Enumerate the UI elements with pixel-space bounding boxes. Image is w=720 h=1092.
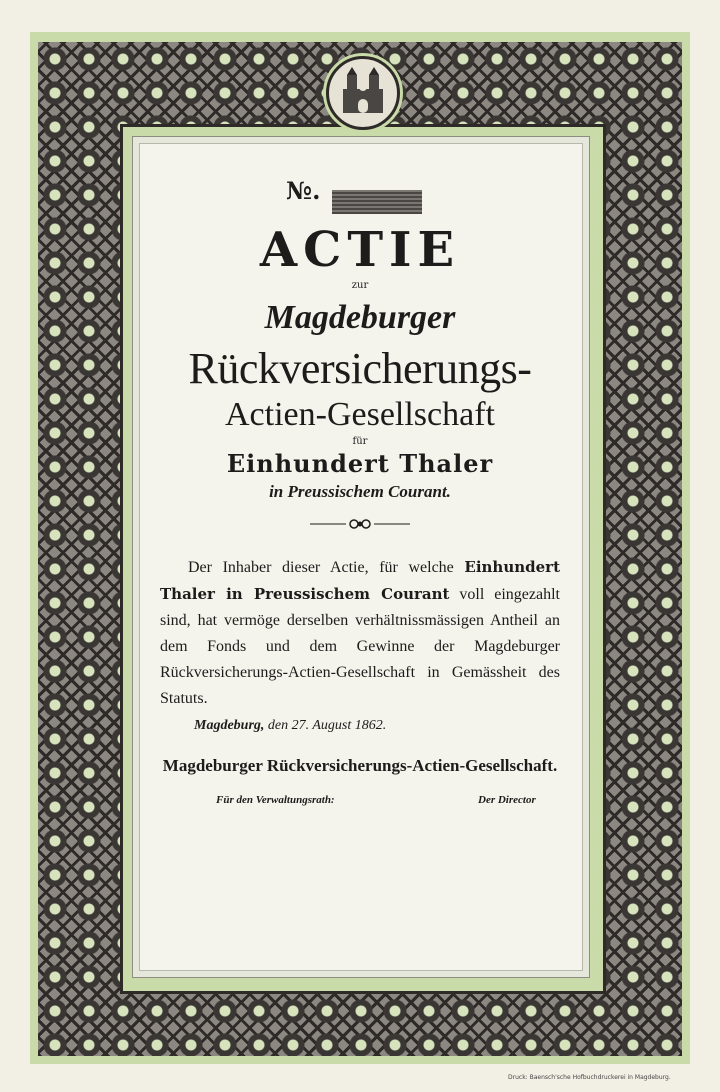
signature-board-label: Für den Verwaltungsrath: bbox=[216, 794, 335, 806]
company-name-line1: Magdeburger bbox=[264, 299, 456, 336]
issue-city: Magdeburg, bbox=[194, 718, 265, 733]
currency-line: in Preussischem Courant. bbox=[269, 482, 451, 501]
preposition-fuer: für bbox=[352, 436, 368, 447]
signature-row bbox=[150, 794, 570, 814]
number-label: №. bbox=[286, 176, 321, 205]
share-amount: Einhundert Thaler bbox=[226, 449, 494, 478]
company-name-line2: Rückversicherungs- bbox=[188, 344, 532, 393]
signature-company: Magdeburger Rückversicherungs-Actien-Gesellschaft. bbox=[162, 756, 558, 775]
certificate-title: ACTIE bbox=[259, 222, 461, 278]
certificate-body bbox=[160, 554, 560, 712]
body-part1: Der Inhaber dieser Actie, für welche bbox=[188, 559, 454, 576]
issue-date bbox=[150, 718, 570, 734]
body-bold-amount: Einhundert Thaler in Preussischem Courant bbox=[160, 558, 561, 603]
body-part2: voll eingezahlt sind, hat vermöge derselben verhältnissmässigen Antheil an dem Fonds und dem Gewinne der Magdeburger Rückversicherungs-Actien-Gesellschaft in Gemässheit des Statuts. bbox=[160, 586, 560, 707]
printer-note: Druck: Baensch'sche Hofbuchdruckerei in Magdeburg. bbox=[508, 1074, 671, 1081]
city-crest-icon bbox=[326, 56, 400, 130]
scroll-ornament-icon bbox=[310, 516, 410, 532]
company-name-line3: Actien-Gesellschaft bbox=[225, 396, 495, 433]
certificate-content bbox=[150, 160, 570, 814]
signature-director-label: Der Director bbox=[478, 794, 536, 806]
preposition-zur: zur bbox=[351, 280, 369, 291]
issue-date-text: den 27. August 1862. bbox=[267, 718, 387, 733]
number-row bbox=[150, 174, 570, 208]
number-field bbox=[332, 190, 422, 214]
